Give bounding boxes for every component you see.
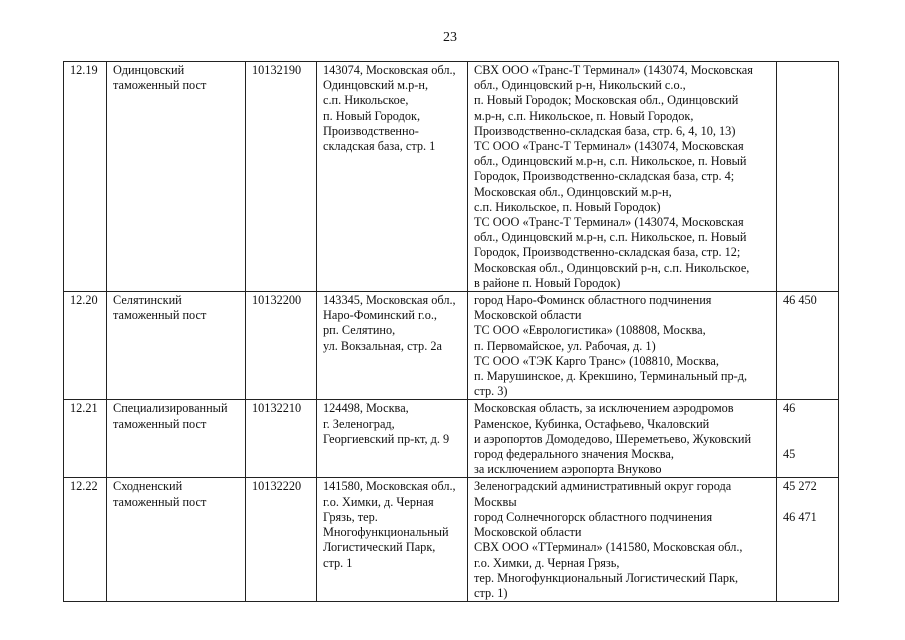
row-number: 12.19 [64, 62, 107, 292]
table-row [64, 62, 839, 292]
service-territory-line: ТС ООО «ТЭК Карго Транс» (108810, Москва, [474, 353, 719, 368]
service-territory-line: п. Первомайское, ул. Рабочая, д. 1) [474, 338, 656, 353]
post-address-line: 143074, Московская обл., [323, 63, 456, 77]
post-address-line: 124498, Москва, [323, 401, 409, 416]
post-name-line: Сходненский [113, 479, 183, 494]
oktmo-code-line: 46 450 [783, 293, 817, 308]
row-number: 12.20 [64, 292, 107, 400]
cell-spacer [783, 432, 834, 447]
post-name-line: таможенный пост [113, 308, 207, 323]
post-address [317, 292, 468, 400]
service-territory-line: Московской области [474, 308, 582, 323]
post-name-line: Селятинский [113, 293, 182, 308]
service-territory-line: Зеленоградский административный округ города [474, 479, 732, 494]
service-territory-line: Городок, Производственно-складская база, стр. 4; [474, 169, 735, 184]
service-territory-line: ТС ООО «Еврологистика» (108808, Москва, [474, 323, 706, 338]
service-territory-line: город Наро-Фоминск областного подчинения [474, 293, 712, 308]
post-name [107, 478, 246, 602]
table-row [64, 292, 839, 400]
row-number: 12.22 [64, 478, 107, 602]
post-address-line: п. Новый Городок, [323, 108, 421, 123]
service-territory-line: п. Марушинское, д. Крекшино, Терминальный пр-д, [474, 369, 748, 384]
oktmo-code [777, 292, 839, 400]
table-row [64, 400, 839, 478]
service-territory-line: СВХ ООО «Транс-Т Терминал» (143074, Московская [474, 63, 753, 77]
service-territory-line: г.о. Химки, д. Черная Грязь, [474, 555, 620, 570]
service-territory-line: обл., Одинцовский м.р-н, с.п. Никольское, п. Новый [474, 154, 747, 169]
oktmo-code [777, 400, 839, 478]
post-address-line: складская база, стр. 1 [323, 139, 436, 154]
post-address-line: стр. 1 [323, 555, 353, 570]
service-territory-line: ТС ООО «Транс-Т Терминал» (143074, Московская [474, 215, 744, 230]
service-territory-line: м.р-н, с.п. Никольское, п. Новый Городок, [474, 108, 694, 123]
service-territory-line: обл., Одинцовский м.р-н, с.п. Никольское, п. Новый [474, 230, 747, 245]
service-territory-line: Москвы [474, 494, 517, 509]
oktmo-code-line: 45 272 [783, 479, 817, 494]
post-name-line: таможенный пост [113, 416, 207, 431]
customs-posts-table [63, 61, 839, 602]
post-code: 10132210 [246, 400, 317, 478]
post-address-line: ул. Вокзальная, стр. 2а [323, 338, 442, 353]
post-address-line: г. Зеленоград, [323, 416, 395, 431]
page-number: 23 [443, 30, 457, 45]
service-territory-line: город Солнечногорск областного подчинения [474, 509, 713, 524]
post-name-line: таможенный пост [113, 494, 207, 509]
row-number: 12.21 [64, 400, 107, 478]
post-address [317, 62, 468, 292]
service-territory-line: в районе п. Новый Городок) [474, 275, 621, 290]
service-territory [468, 400, 777, 478]
post-address [317, 478, 468, 602]
post-address-line: Георгиевский пр-кт, д. 9 [323, 431, 450, 446]
post-name [107, 292, 246, 400]
service-territory-line: Московская обл., Одинцовский м.р-н, [474, 184, 672, 199]
service-territory [468, 62, 777, 292]
service-territory-line: Московская область, за исключением аэродромов [474, 401, 734, 416]
service-territory-line: тер. Многофункциональный Логистический Парк, [474, 570, 739, 585]
service-territory-line: город федерального значения Москва, [474, 447, 674, 462]
post-address-line: г.о. Химки, д. Черная [323, 494, 434, 509]
post-address-line: Производственно- [323, 123, 419, 138]
post-address-line: рп. Селятино, [323, 323, 396, 338]
post-name-line: Одинцовский [113, 63, 185, 77]
service-territory-line: Московской области [474, 525, 582, 540]
oktmo-code-line: 45 [783, 447, 796, 462]
post-name-line: таможенный пост [113, 78, 207, 93]
service-territory-line: Производственно-складская база, стр. 6, 4, 10, 13) [474, 123, 736, 138]
service-territory [468, 292, 777, 400]
post-code: 10132220 [246, 478, 317, 602]
cell-spacer [783, 417, 834, 432]
post-address-line: Одинцовский м.р-н, [323, 78, 429, 93]
service-territory-line: Городок, Производственно-складская база, стр. 12; [474, 245, 741, 260]
oktmo-code [777, 62, 839, 292]
service-territory-line: с.п. Никольское, п. Новый Городок) [474, 199, 661, 214]
service-territory-line: Московская обл., Одинцовский р-н, с.п. Никольское, [474, 260, 750, 275]
post-address-line: Многофункциональный [323, 525, 449, 540]
post-address-line: Грязь, тер. [323, 509, 378, 524]
post-address [317, 400, 468, 478]
service-territory-line: Раменское, Кубинка, Остафьево, Чкаловский [474, 416, 710, 431]
service-territory-line: обл., Одинцовский р-н, Никольский с.о., [474, 78, 686, 93]
table-row [64, 478, 839, 602]
post-code: 10132190 [246, 62, 317, 292]
post-address-line: Наро-Фоминский г.о., [323, 308, 437, 323]
cell-spacer [783, 495, 834, 510]
service-territory-line: за исключением аэропорта Внуково [474, 462, 662, 477]
table-body [64, 62, 839, 602]
service-territory [468, 478, 777, 602]
service-territory-line: и аэропортов Домодедово, Шереметьево, Жуковский [474, 431, 752, 446]
post-address-line: 143345, Московская обл., [323, 293, 456, 308]
post-name [107, 400, 246, 478]
post-name-line: Специализированный [113, 401, 228, 416]
oktmo-code-line: 46 [783, 401, 796, 416]
service-territory-line: стр. 1) [474, 585, 508, 600]
oktmo-code-line: 46 471 [783, 509, 817, 524]
post-code: 10132200 [246, 292, 317, 400]
oktmo-code [777, 478, 839, 602]
service-territory-line: п. Новый Городок; Московская обл., Одинцовский [474, 93, 739, 108]
service-territory-line: стр. 3) [474, 384, 508, 399]
post-name [107, 62, 246, 292]
service-territory-line: СВХ ООО «ТТерминал» (141580, Московская обл., [474, 540, 743, 555]
post-address-line: 141580, Московская обл., [323, 479, 456, 494]
post-address-line: Логистический Парк, [323, 540, 436, 555]
post-address-line: с.п. Никольское, [323, 93, 409, 108]
service-territory-line: ТС ООО «Транс-Т Терминал» (143074, Московская [474, 139, 744, 154]
